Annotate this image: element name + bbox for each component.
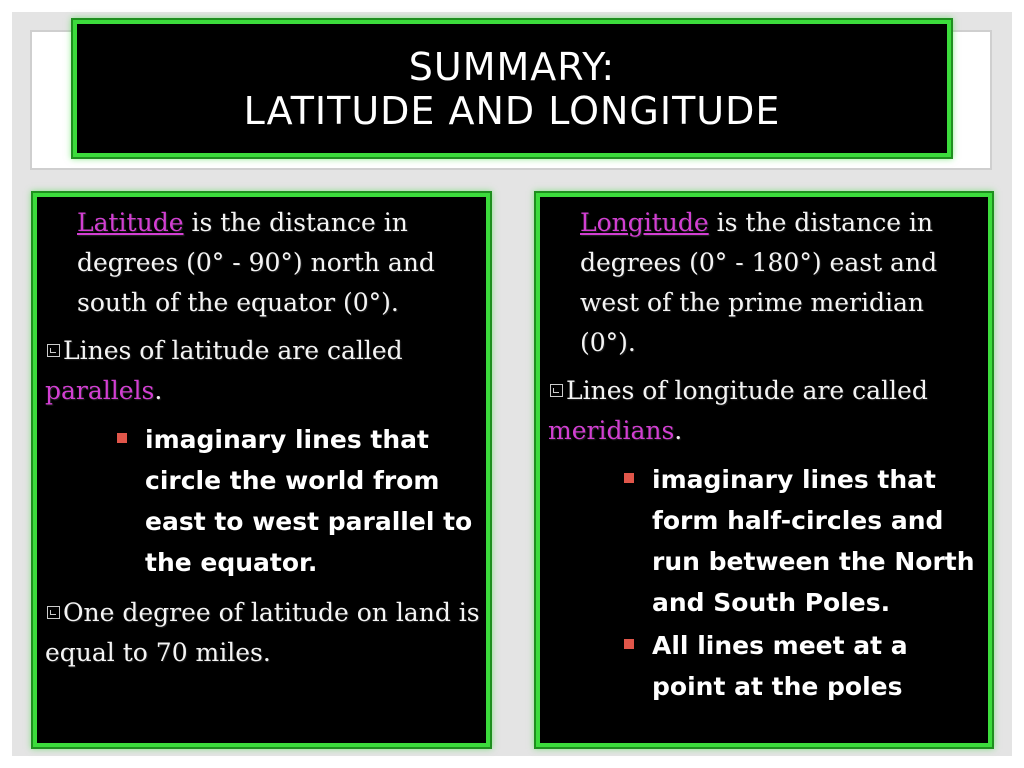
checkbox-glyph-icon <box>47 606 60 619</box>
longitude-lines-paragraph <box>548 371 982 451</box>
latitude-panel <box>33 193 490 747</box>
latitude-sub-item <box>115 419 480 583</box>
title-box <box>73 20 951 157</box>
latitude-sub-item-text: imaginary lines that circle the world from east to west parallel to the equator. <box>145 425 473 577</box>
latitude-lines-prefix: Lines of latitude are called <box>63 336 403 365</box>
latitude-definition <box>45 203 480 323</box>
longitude-lines-prefix: Lines of longitude are called <box>566 376 928 405</box>
meridians-term: meridians <box>548 416 675 445</box>
longitude-term-link[interactable]: Longitude <box>580 208 709 237</box>
longitude-sub-list <box>622 459 982 707</box>
longitude-lines-suffix: . <box>674 416 683 445</box>
longitude-definition <box>548 203 982 363</box>
checkbox-glyph-icon <box>47 344 60 357</box>
parallels-term: parallels <box>45 376 155 405</box>
longitude-sub-item-text: All lines meet at a point at the poles <box>652 631 908 701</box>
square-bullet-icon <box>624 639 634 649</box>
checkbox-glyph-icon <box>550 384 563 397</box>
title-line-2: LATITUDE AND LONGITUDE <box>243 88 781 133</box>
latitude-degree-paragraph <box>45 593 480 673</box>
latitude-lines-suffix: . <box>154 376 163 405</box>
latitude-lines-paragraph <box>45 331 480 411</box>
longitude-sub-item-text: imaginary lines that form half-circles and run between the North and South Poles. <box>652 465 975 617</box>
longitude-definition-text: is the distance in degrees (0° - 180°) east and west of the prime meridian (0°). <box>580 208 938 357</box>
latitude-definition-text: is the distance in degrees (0° - 90°) north and south of the equator (0°). <box>77 208 435 317</box>
longitude-sub-item <box>622 625 982 707</box>
title-line-1: SUMMARY: <box>408 44 616 89</box>
square-bullet-icon <box>624 473 634 483</box>
latitude-term-link[interactable]: Latitude <box>77 208 184 237</box>
square-bullet-icon <box>117 433 127 443</box>
longitude-panel <box>536 193 992 747</box>
latitude-degree-text: One degree of latitude on land is equal to 70 miles. <box>45 598 480 667</box>
longitude-sub-item <box>622 459 982 623</box>
latitude-sub-list <box>115 419 480 583</box>
